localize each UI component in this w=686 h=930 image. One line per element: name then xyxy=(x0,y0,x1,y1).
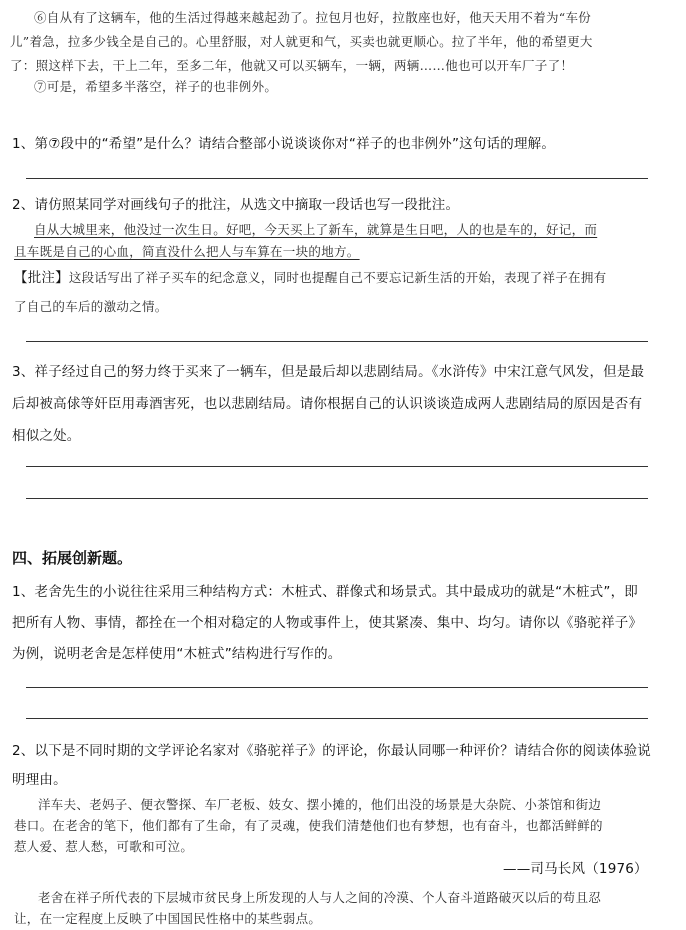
answer-line[interactable] xyxy=(26,498,648,499)
answer-line[interactable] xyxy=(26,687,648,688)
passage-p7: ⑦可是，希望多半落空，祥子的也非例外。 xyxy=(34,79,278,94)
question-3-line1: 3、祥子经过自己的努力终于买来了一辆车，但是最后却以悲剧结局。《水浒传》中宋江意气风发，但是最 xyxy=(12,364,645,380)
answer-line[interactable] xyxy=(26,178,648,179)
question-4-line3: 为例，说明老舍是怎样使用“木桩式”结构进行写作的。 xyxy=(12,646,342,662)
comment-1-line2: 巷口。在老舍的笔下，他们都有了生命，有了灵魂，使我们清楚他们也有梦想，也有奋斗，也都活鲜鲜的 xyxy=(14,818,603,833)
answer-line[interactable] xyxy=(26,341,648,342)
question-2: 2、请仿照某同学对画线句子的批注，从选文中摘取一段话也写一段批注。 xyxy=(12,197,460,213)
answer-line[interactable] xyxy=(26,718,648,719)
underlined-quote-line2: 且车既是自己的心血，简直没什么把人与车算在一块的地方。 xyxy=(14,244,360,259)
passage-p6-line1: ⑥自从有了这辆车，他的生活过得越来越起劲了。拉包月也好，拉散座也好，他天天用不着为“车份 xyxy=(34,10,592,25)
passage-p6-line3: 了：照这样下去，干上二年，至多二年，他就又可以买辆车，一辆，两辆……他也可以开车厂子了！ xyxy=(10,58,574,73)
annotation-line1 xyxy=(14,266,606,286)
question-5-line2: 明理由。 xyxy=(12,772,67,788)
question-1: 1、第⑦段中的“希望”是什么？请结合整部小说谈谈你对“祥子的也非例外”这句话的理解。 xyxy=(12,136,556,152)
underlined-quote-line1: 自从大城里来，他没过一次生日。好吧，今天买上了新车，就算是生日吧，人的也是车的，好记，而 xyxy=(34,222,598,237)
comment-2-line1: 老舍在祥子所代表的下层城市贫民身上所发现的人与人之间的冷漠、个人奋斗道路破灭以后的苟且忍 xyxy=(38,890,602,905)
question-4-line1: 1、老舍先生的小说往往采用三种结构方式：木桩式、群像式和场景式。其中最成功的就是“木桩式”，即 xyxy=(12,584,638,600)
question-3-line2: 后却被高俅等奸臣用毒酒害死，也以悲剧结局。请你根据自己的认识谈谈造成两人悲剧结局的原因是否有 xyxy=(12,396,643,412)
passage-p6-line2: 儿”着急，拉多少钱全是自己的。心里舒服，对人就更和气，买卖也就更顺心。拉了半年，他的希望更大 xyxy=(10,34,593,49)
answer-line[interactable] xyxy=(26,466,648,467)
section-heading: 四、拓展创新题。 xyxy=(12,549,133,567)
question-4-line2: 把所有人物、事情，都拴在一个相对稳定的人物或事件上，使其紧凑、集中、均匀。请你以《骆驼祥子》 xyxy=(12,615,643,631)
comment-1-line1: 洋车夫、老妈子、便衣警探、车厂老板、妓女、摆小摊的，他们出没的场景是大杂院、小茶馆和街边 xyxy=(38,797,602,812)
annotation-label: 【批注】 xyxy=(14,270,69,286)
comment-1-line3: 惹人爱、惹人愁，可歌和可泣。 xyxy=(14,839,194,854)
question-5-line1: 2、以下是不同时期的文学评论名家对《骆驼祥子》的评论，你最认同哪一种评价？请结合你的阅读体验说 xyxy=(12,743,651,759)
comment-2-line2: 让，在一定程度上反映了中国国民性格中的某些弱点。 xyxy=(14,911,322,926)
comment-1-source: ——司马长风（1976） xyxy=(503,861,648,877)
annotation-text-line2: 了自己的车后的激动之情。 xyxy=(14,299,168,314)
annotation-text-line1: 这段话写出了祥子买车的纪念意义，同时也提醒自己不要忘记新生活的开始，表现了祥子在拥有 xyxy=(68,270,607,285)
question-3-line3: 相似之处。 xyxy=(12,428,81,444)
